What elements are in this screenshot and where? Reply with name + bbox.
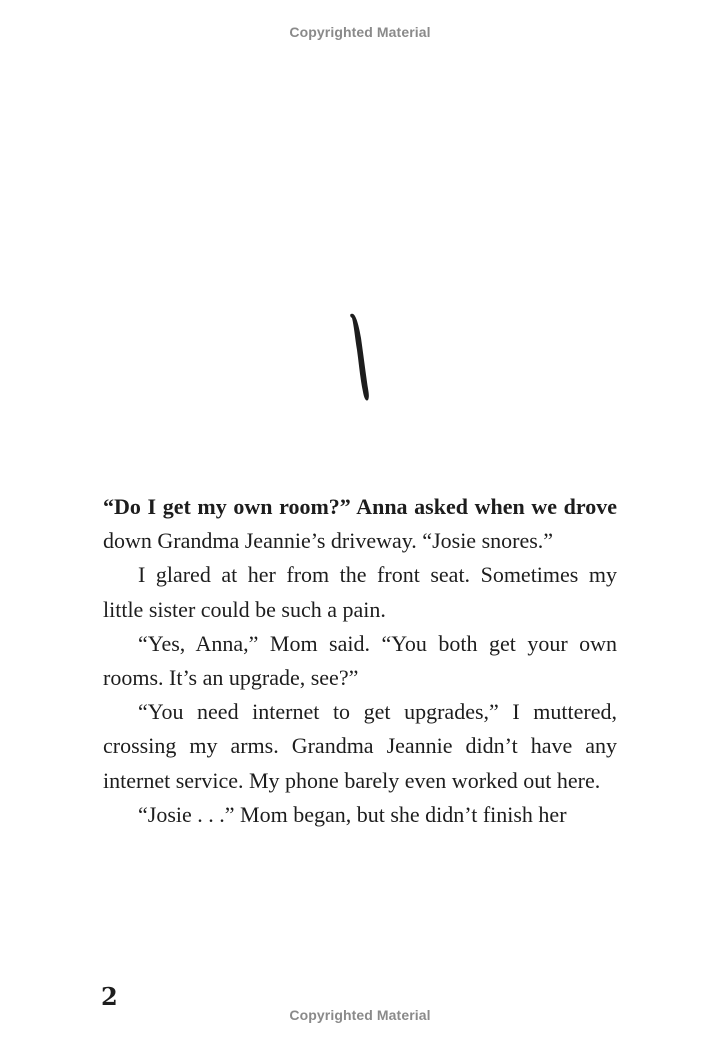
copyright-watermark-bottom: Copyrighted Material: [289, 1007, 431, 1023]
page-number: 2: [101, 982, 118, 1011]
opening-lead-in: “Do I get my own room?” Anna asked when we drove: [103, 494, 617, 519]
paragraph: [103, 490, 617, 558]
paragraph-text: down Grandma Jeannie’s driveway. “Josie snores.”: [103, 528, 554, 554]
chapter-number-one: [340, 308, 380, 408]
paragraph: “You need internet to get upgrades,” I muttered, crossing my arms. Grandma Jeannie didn’t have any internet service. My phone barely even worked out here.: [103, 699, 617, 793]
copyright-watermark-top: Copyrighted Material: [289, 24, 431, 40]
chapter-body-text: [103, 490, 617, 832]
paragraph: I glared at her from the front seat. Sometimes my little sister could be such a pain.: [103, 562, 617, 622]
paragraph: “Josie . . .” Mom began, but she didn’t finish her: [138, 801, 567, 827]
paragraph: “Yes, Anna,” Mom said. “You both get your own rooms. It’s an upgrade, see?”: [103, 630, 617, 691]
